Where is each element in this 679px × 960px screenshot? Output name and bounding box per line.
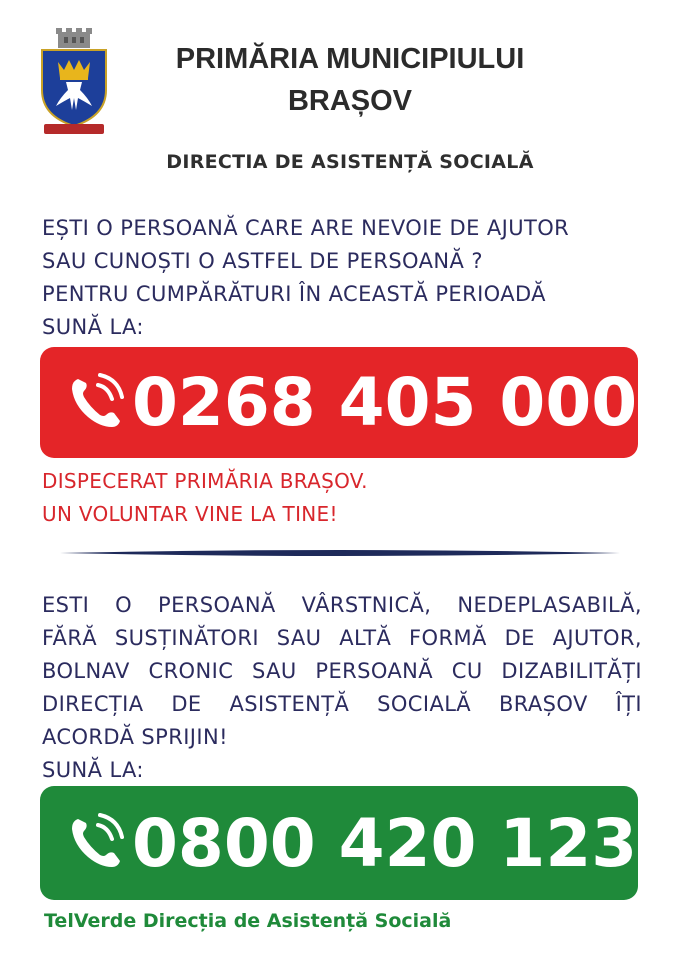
section-divider bbox=[60, 549, 620, 557]
section1-line: EȘTI O PERSOANĂ CARE ARE NEVOIE DE AJUTOR bbox=[42, 216, 570, 240]
section1-line: SAU CUNOȘTI O ASTFEL DE PERSOANĂ ? bbox=[42, 249, 483, 273]
page-title-line2: BRAȘOV bbox=[287, 85, 413, 117]
dispatcher-note-line: DISPECERAT PRIMĂRIA BRAȘOV. bbox=[42, 469, 368, 493]
phone-number-telverde[interactable]: 0800 420 123 bbox=[132, 804, 638, 882]
section1-text bbox=[42, 212, 642, 344]
section1-line: PENTRU CUMPĂRĂTURI ÎN ACEASTĂ PERIOADĂ bbox=[42, 282, 546, 306]
phone-box-primaria[interactable] bbox=[40, 347, 638, 458]
section2-line: SUNĂ LA: bbox=[42, 758, 144, 782]
page-subtitle: DIRECTIA DE ASISTENȚĂ SOCIALĂ bbox=[166, 151, 534, 173]
section2-line: DIRECȚIA DE ASISTENȚĂ SOCIALĂ BRAȘOV ÎȚI bbox=[42, 692, 642, 716]
phone-handset-icon bbox=[64, 811, 128, 875]
dispatcher-note bbox=[42, 465, 368, 531]
phone-handset-icon bbox=[64, 371, 128, 435]
section2-line: ESTI O PERSOANĂ VÂRSTNICĂ, NEDEPLASABILĂ, bbox=[42, 593, 642, 617]
telverde-note: TelVerde Direcția de Asistență Socială bbox=[44, 910, 452, 932]
page-title-line1: PRIMĂRIA MUNICIPIULUI bbox=[175, 43, 525, 75]
section2-line: BOLNAV CRONIC SAU PERSOANĂ CU DIZABILITĂȚI bbox=[42, 659, 642, 683]
section2-text bbox=[42, 589, 642, 787]
phone-box-telverde[interactable] bbox=[40, 786, 638, 900]
brasov-coat-of-arms-icon bbox=[36, 28, 112, 136]
dispatcher-note-line: UN VOLUNTAR VINE LA TINE! bbox=[42, 502, 338, 526]
section2-line: ACORDĂ SPRIJIN! bbox=[42, 725, 228, 749]
section2-line: FĂRĂ SUSȚINĂTORI SAU ALTĂ FORMĂ DE AJUTOR, bbox=[42, 626, 642, 650]
phone-number-primaria[interactable]: 0268 405 000 bbox=[132, 364, 638, 441]
section1-line: SUNĂ LA: bbox=[42, 315, 144, 339]
